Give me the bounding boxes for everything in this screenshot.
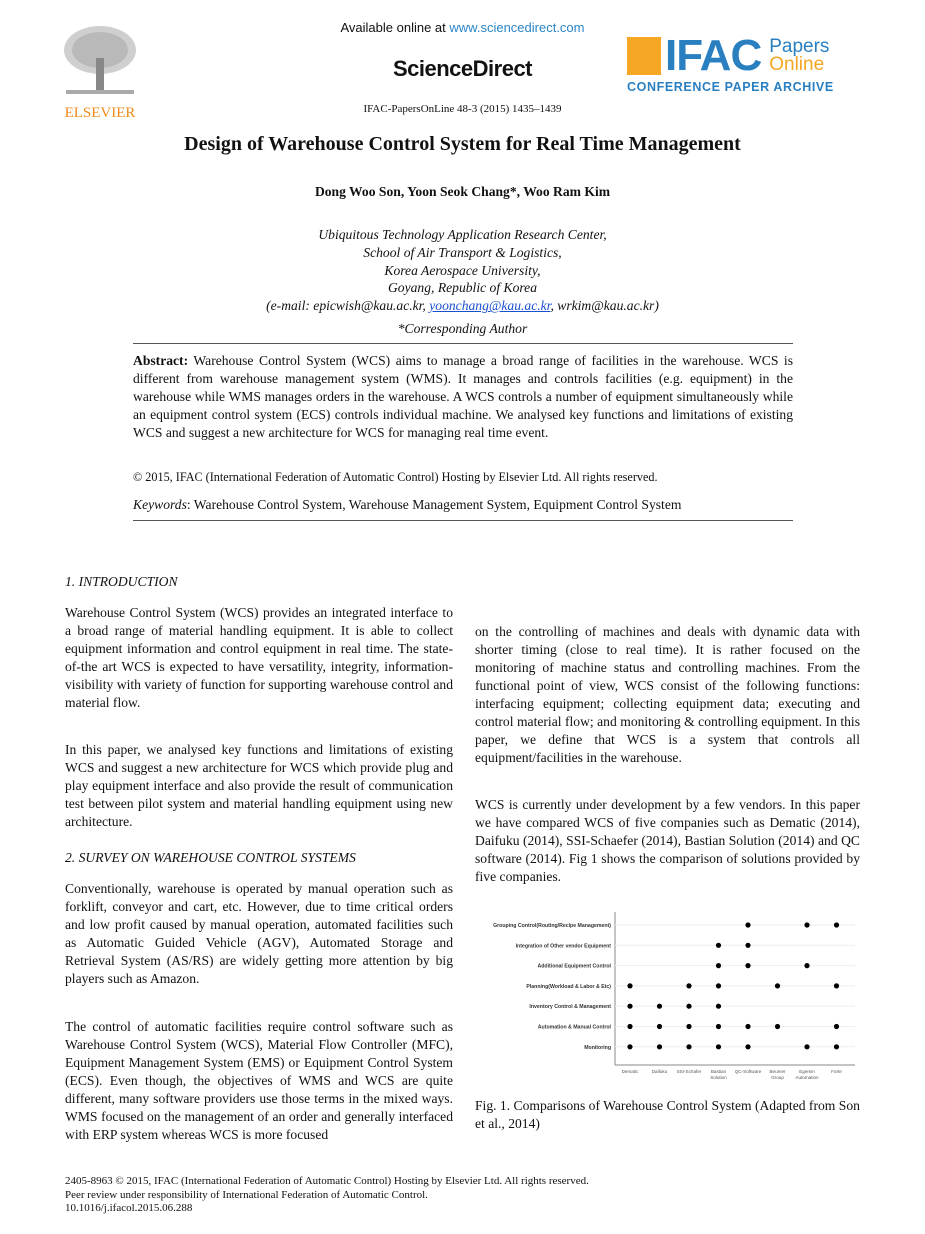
function-label: Monitoring bbox=[584, 1044, 611, 1051]
data-point bbox=[804, 922, 809, 927]
email-link[interactable]: yoonchang@kau.ac.kr bbox=[429, 298, 551, 314]
email-line: (e-mail: epicwish@kau.ac.kr, yoonchang@kau.ac.kr, wrkim@kau.ac.kr) bbox=[266, 298, 659, 314]
function-label: Integration of Other vendor Equipment bbox=[515, 943, 611, 950]
company-label: SSI-Schafer bbox=[676, 1069, 702, 1074]
company-label: Daifuku bbox=[651, 1069, 668, 1074]
data-point bbox=[627, 1004, 632, 1009]
paper-title: Design of Warehouse Control System for Real Time Management bbox=[184, 133, 741, 155]
data-point bbox=[716, 943, 721, 948]
function-label: Grouping Control(Routing/Recipe Management) bbox=[493, 923, 611, 929]
function-label: Inventory Control & Management bbox=[529, 1004, 611, 1011]
data-point bbox=[657, 1004, 662, 1009]
data-point bbox=[657, 1044, 662, 1049]
data-point bbox=[775, 983, 780, 988]
section-heading-introduction: 1. INTRODUCTION bbox=[65, 574, 178, 589]
data-point bbox=[716, 1024, 721, 1029]
data-point bbox=[627, 1024, 632, 1029]
abstract: Abstract: Warehouse Control System (WCS) aims to manage a broad range of facilities in the warehouse. WCS is different from warehouse management system (WMS). It manages and controls facilities (e.g. equipment) in the warehouse while WMS manages orders in the warehouse. A WCS controls a number of equipment simultaneously while an equipment control system (ECS) controls individual machine. We analysed key functions and limitations of existing WCS and suggest a new architecture for WCS for managing real time event. bbox=[133, 353, 793, 440]
ifac-emblem-icon bbox=[627, 37, 661, 75]
company-label: Egemin bbox=[799, 1069, 815, 1074]
company-label: Group bbox=[771, 1075, 784, 1080]
section-heading-survey: 2. SURVEY ON WAREHOUSE CONTROL SYSTEMS bbox=[65, 850, 356, 865]
data-point bbox=[627, 983, 632, 988]
function-label: Planning(Workload & Labor & Etc) bbox=[526, 983, 611, 990]
data-point bbox=[834, 922, 839, 927]
data-point bbox=[775, 1024, 780, 1029]
data-point bbox=[745, 1044, 750, 1049]
elsevier-logo: ELSEVIER bbox=[60, 22, 140, 118]
data-point bbox=[716, 1004, 721, 1009]
data-point bbox=[804, 963, 809, 968]
company-label: Bastian bbox=[710, 1069, 727, 1074]
ifac-papersonline-logo: IFAC Papers Online CONFERENCE PAPER ARCHIVE bbox=[627, 31, 834, 94]
figure-1-comparison-chart bbox=[475, 910, 860, 1085]
data-point bbox=[716, 983, 721, 988]
sciencedirect-brand: ScienceDirect bbox=[392, 56, 533, 81]
data-point bbox=[834, 983, 839, 988]
journal-reference: IFAC-PapersOnLine 48-3 (2015) 1435–1439 bbox=[363, 103, 562, 115]
data-point bbox=[657, 1024, 662, 1029]
paragraph: Conventionally, warehouse is operated by manual operation such as forklift, conveyor and cart, etc. However, due to time critical orders and low profit caused by manual operation, automated facilities such as Automatic Guided Vehicle (AGV), Automated Storage and Retrieval System (AS/RS) are widely getting more attention by big players such as Amazon. bbox=[65, 881, 453, 986]
footer: 2405-8963 © 2015, IFAC (International Federation of Automatic Control) Hosting by Elsevier Ltd. All rights reserved. Peer review under responsibility of International Federation of Automatic Control. 10.1016/j.ifacol.2015.06.288 bbox=[65, 1175, 589, 1214]
sciencedirect-link[interactable]: www.sciencedirect.com bbox=[449, 20, 585, 35]
keywords: Keywords: Warehouse Control System, Warehouse Management System, Equipment Control System bbox=[133, 497, 682, 512]
company-label: QC-Software bbox=[734, 1069, 762, 1074]
data-point bbox=[686, 1044, 691, 1049]
copyright: © 2015, IFAC (International Federation of Automatic Control) Hosting by Elsevier Ltd. All rights reserved. bbox=[133, 470, 658, 484]
data-point bbox=[716, 1044, 721, 1049]
data-point bbox=[745, 963, 750, 968]
affiliation: Ubiquitous Technology Application Research Center, School of Air Transport & Logistics, Korea Aerospace University, Goyang, Republic of Korea (e-mail: epicwish@kau.ac.kr, yoonchang@kau.ac.kr, wrkim@kau.ac.kr) bbox=[0, 226, 925, 315]
company-label: Automation bbox=[795, 1075, 819, 1080]
paragraph: In this paper, we analysed key functions and limitations of existing WCS and suggest a new architecture for WCS which provide plug and play equipment interface and also provide the result of communication test between pilot system and material handling equipment using new architecture. bbox=[65, 742, 453, 829]
data-point bbox=[745, 922, 750, 927]
data-point bbox=[686, 1004, 691, 1009]
divider bbox=[133, 520, 793, 521]
function-label: Additional Equipment Control bbox=[537, 963, 611, 970]
figure-caption: Fig. 1. Comparisons of Warehouse Control System (Adapted from Son et al., 2014) bbox=[475, 1098, 860, 1131]
company-label: Beumer bbox=[769, 1069, 786, 1074]
authors: Dong Woo Son, Yoon Seok Chang*, Woo Ram Kim bbox=[314, 184, 611, 199]
data-point bbox=[834, 1024, 839, 1029]
paragraph: Warehouse Control System (WCS) provides an integrated interface to a broad range of material handling equipment. It is able to collect equipment information and control equipment in real time. The state-of-the art WCS is expected to have versatility, integrity, information-visibility with variety of function for supporting warehouse control and material flow. bbox=[65, 605, 453, 710]
company-label: Forte bbox=[831, 1069, 842, 1074]
company-label: Dematic bbox=[621, 1069, 639, 1074]
data-point bbox=[627, 1044, 632, 1049]
divider bbox=[133, 343, 793, 344]
company-label: Solution bbox=[710, 1075, 727, 1080]
availability-line: Available online at www.sciencedirect.com bbox=[340, 20, 585, 35]
data-point bbox=[745, 943, 750, 948]
paragraph: The control of automatic facilities require control software such as Warehouse Control System (WCS), Material Flow Controller (MFC), Equipment Management System (EMS) or Equipment Control System (ECS). Even though, the objectives of WMS and WCS are quite different, many software providers use those terms in the mixed ways. WMS focused on the management of an order and generally interfaced with ERP system whereas WCS is more focused bbox=[65, 1019, 453, 1142]
paragraph: on the controlling of machines and deals with dynamic data with shorter timing (close to real time). It is rather focused on the monitoring of machine status and controlling machines. From the functional point of view, WCS consist of the following functions: interfacing equipment; collecting equipment data; executing and control material flow; and monitoring & controlling equipment. In this paper, we define that WCS is a system that controls all equipment/facilities in the warehouse. bbox=[475, 624, 860, 765]
data-point bbox=[686, 983, 691, 988]
data-point bbox=[716, 963, 721, 968]
function-label: Automation & Manual Control bbox=[537, 1024, 611, 1031]
data-point bbox=[834, 1044, 839, 1049]
paragraph: WCS is currently under development by a few vendors. In this paper we have compared WCS of five companies such as Dematic (2014), Daifuku (2014), SSI-Schaefer (2014), Bastian Solution (2014) and QC software (2014). Fig 1 shows the comparison of solutions provided by five companies. bbox=[475, 797, 860, 884]
corresponding-author: *Corresponding Author bbox=[397, 321, 528, 336]
data-point bbox=[686, 1024, 691, 1029]
data-point bbox=[745, 1024, 750, 1029]
data-point bbox=[804, 1044, 809, 1049]
